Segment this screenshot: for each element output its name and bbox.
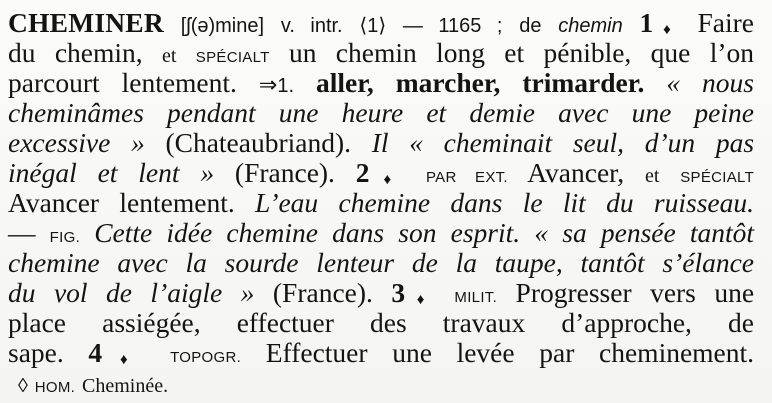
sense-1-definition-b: du chemin, [8, 37, 143, 68]
sense-2-quote-line-2: chemine avec la sourde lenteur de la taupe, tantôt s’élance [8, 247, 754, 278]
usage-label-specialt: SPÉCIALT [680, 169, 755, 186]
sense-number-4: 4♦ [88, 337, 146, 368]
sense-2-quote-author: (France). [272, 277, 373, 308]
entry-line-7 [8, 188, 754, 218]
headword: CHEMINER [8, 7, 164, 38]
quote-1-line-2: cheminâmes pendant une heure et demie avec une peine [8, 97, 754, 128]
quote-2-author: (France). [234, 157, 335, 188]
pronunciation: [ʃ(ə)mine] [180, 15, 265, 37]
quote-1-author: (Chateaubriand). [165, 127, 351, 158]
diamond-icon: ♦ [405, 292, 436, 308]
reference-arrow-icon: ⇒ [258, 73, 278, 98]
sense-2-quote-line-3: du vol de l’aigle » [8, 277, 255, 308]
homonym-icon: ◊ [18, 375, 28, 397]
sense-2-example-1: L’eau chemine dans le lit du ruisseau. [255, 187, 754, 218]
usage-label-specialt: SPÉCIALT [195, 49, 270, 66]
sense-2-definition-a: Avancer, [527, 157, 625, 188]
diamond-icon: ♦ [653, 22, 681, 38]
sense-number-3: 3♦ [391, 277, 436, 308]
sense-1-definition-a: Faire [697, 7, 755, 38]
sense-2-example-2: Cette idée chemine dans son esprit. [94, 217, 521, 248]
etymology-prefix: de [519, 15, 542, 37]
usage-label-milit: MILIT. [454, 289, 498, 306]
diamond-icon: ♦ [369, 172, 406, 188]
sense-3-definition-c: sape. [8, 337, 64, 368]
em-dash: — [8, 217, 36, 248]
entry-line-9 [8, 248, 754, 278]
sense-3-definition-a: Progresser vers une [515, 277, 755, 308]
quote-1-opening: « nous [666, 67, 754, 98]
sense-2-quote-opening: « sa pensée tantôt [534, 217, 755, 248]
usage-label-fig: FIG. [49, 229, 81, 246]
conjunction-et: et [162, 45, 177, 67]
sense-4-definition: Effectuer une levée par cheminement. [265, 337, 755, 368]
quote-2-end: inégal et lent » [8, 157, 215, 188]
quote-1-line-3: excessive » [8, 127, 145, 158]
sense-3-definition-b: place assiégée, effectuer des travaux d’approche, de [8, 307, 754, 338]
sense-number-1: 1♦ [639, 7, 681, 38]
sense-1-definition-c: un chemin long et pénible, que l’on [288, 37, 754, 68]
usage-label-topogr: TOPOGR. [170, 349, 242, 366]
sense-number-2: 2♦ [355, 157, 406, 188]
homonym-word: Cheminée. [82, 375, 169, 397]
sense-1-definition-d: parcourt lentement. [8, 67, 237, 98]
synonyms: aller, marcher, trimarder. [316, 67, 645, 98]
conjunction-et: et [644, 165, 660, 187]
part-of-speech: v. intr. [280, 15, 343, 37]
quote-2-start: Il « cheminait seul, d’un pas [371, 127, 755, 158]
first-attestation-date: — 1165 ; [402, 15, 503, 37]
entry-line-5 [8, 128, 754, 158]
synonym-index: 1. [277, 75, 295, 97]
homonym-label: HOM. [34, 379, 76, 396]
entry-line-13 [18, 368, 754, 403]
etymology-word: chemin [558, 15, 623, 37]
usage-label-par-ext: PAR EXT. [425, 169, 508, 186]
conjugation-group: ⟨1⟩ [359, 15, 387, 37]
diamond-icon: ♦ [102, 352, 146, 368]
sense-2-definition-b: Avancer lentement. [8, 187, 235, 218]
entry-line-4 [8, 98, 754, 128]
entry-line-11 [8, 308, 754, 338]
